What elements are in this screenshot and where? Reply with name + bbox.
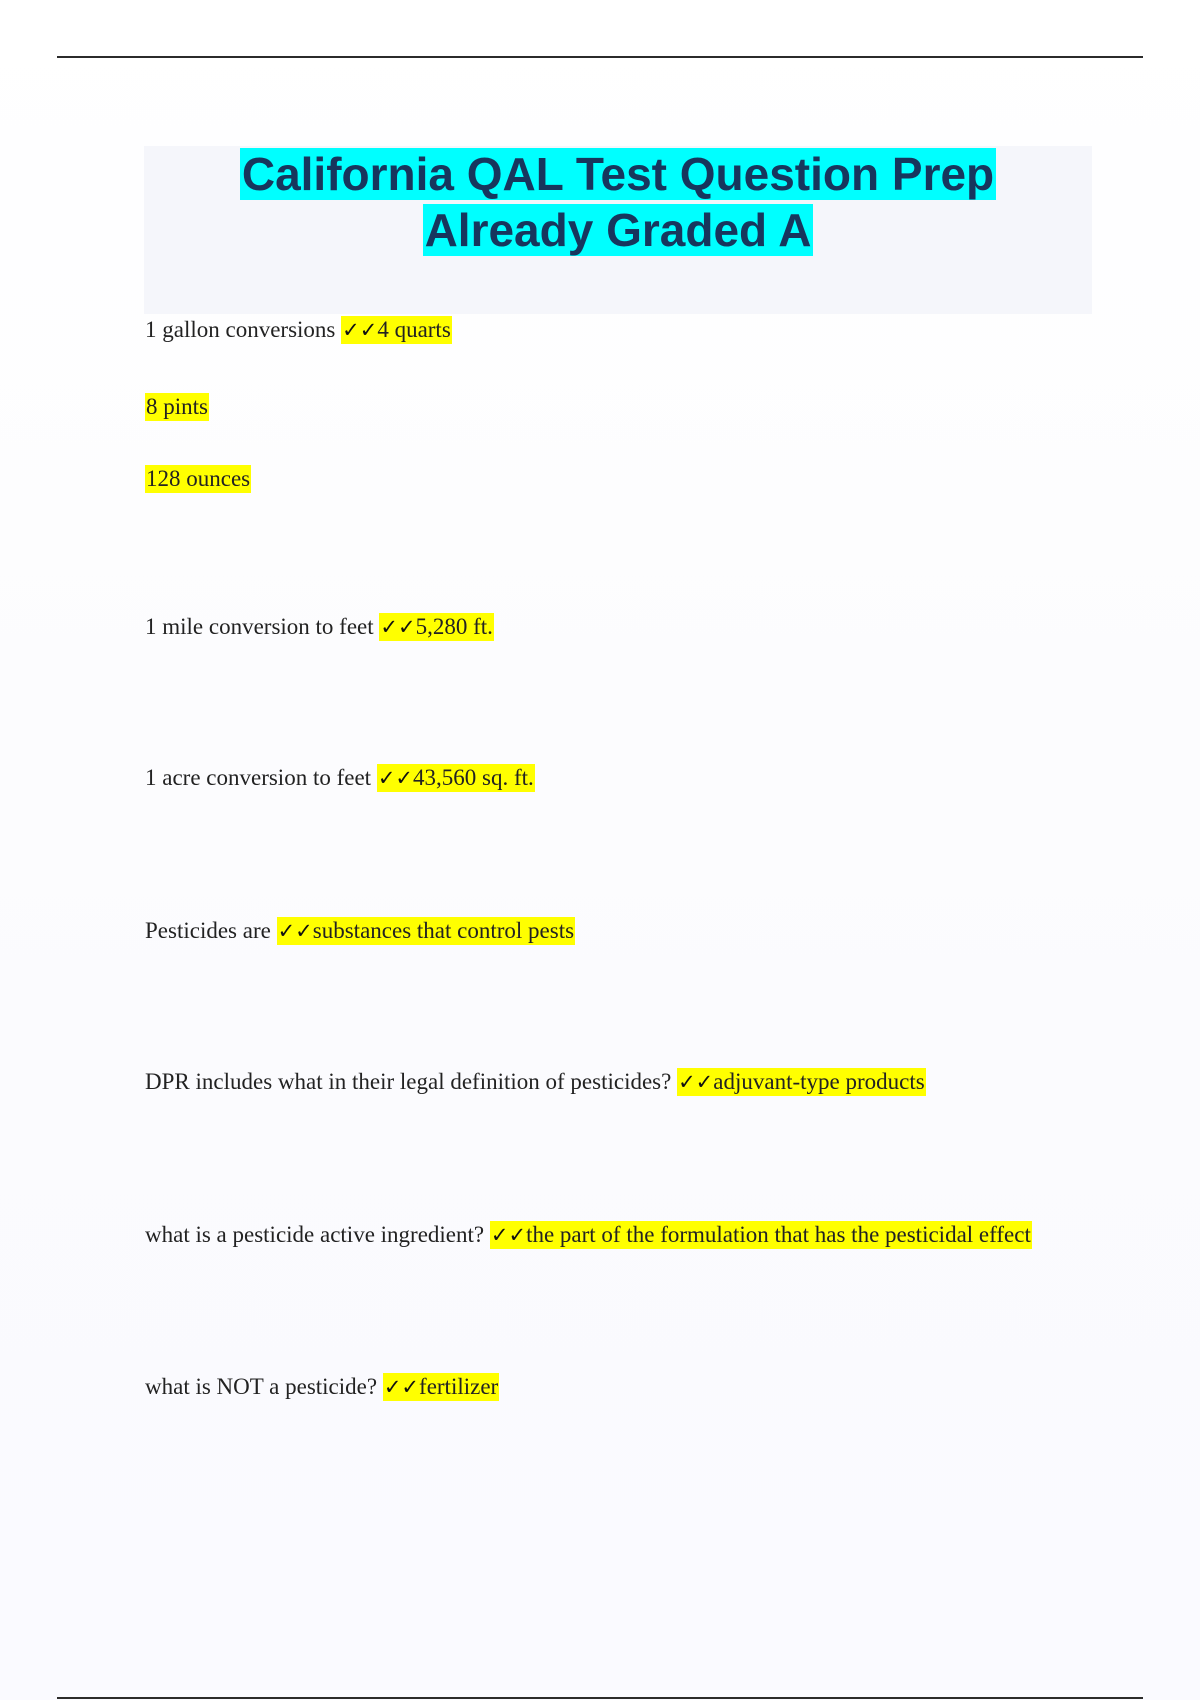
qa-item-dpr-definition [145, 1067, 926, 1097]
question-text: what is a pesticide active ingredient? [145, 1222, 490, 1247]
qa-item-gallon [145, 315, 452, 345]
check-icon: ✓✓ [342, 318, 378, 342]
answer-text: 128 ounces [146, 466, 251, 491]
answer-text: fertilizer [419, 1374, 499, 1399]
question-text: 1 acre conversion to feet [145, 765, 377, 790]
answer-text: 8 pints [146, 394, 208, 419]
top-rule [57, 56, 1143, 58]
qa-item-acre [145, 763, 535, 793]
title-line-2: Already Graded A [424, 204, 812, 256]
qa-item-active-ingredient [145, 1220, 1032, 1250]
answer-text: the part of the formulation that has the pesticidal effect [526, 1222, 1031, 1247]
answer-text: 4 quarts [377, 317, 451, 342]
question-text: 1 gallon conversions [145, 317, 342, 342]
check-icon: ✓✓ [377, 766, 414, 790]
document-title [144, 146, 1092, 258]
answer-highlight [379, 613, 494, 641]
bottom-rule [57, 1697, 1143, 1699]
answer-highlight [490, 1221, 1032, 1249]
qa-item-pesticides-are [145, 916, 575, 946]
question-text: what is NOT a pesticide? [145, 1374, 383, 1399]
answer-highlight [277, 917, 575, 945]
answer-highlight [377, 764, 535, 792]
question-text: DPR includes what in their legal definition of pesticides? [145, 1069, 678, 1094]
answer-text: 5,280 ft. [415, 614, 493, 639]
answer-text: adjuvant-type products [713, 1069, 925, 1094]
title-banner [144, 146, 1092, 314]
check-icon: ✓✓ [277, 919, 313, 943]
qa-item-not-pesticide [145, 1372, 499, 1402]
question-text: Pesticides are [145, 918, 277, 943]
qa-item-mile [145, 612, 494, 642]
qa-item-gallon-ounces [145, 464, 251, 494]
check-icon: ✓✓ [383, 1375, 420, 1399]
check-icon: ✓✓ [490, 1223, 527, 1247]
answer-highlight [341, 316, 452, 344]
qa-item-gallon-pints [145, 392, 209, 422]
title-line-1: California QAL Test Question Prep [241, 148, 995, 200]
check-icon: ✓✓ [380, 615, 416, 639]
answer-highlight [383, 1373, 499, 1401]
answer-highlight [677, 1068, 926, 1096]
check-icon: ✓✓ [678, 1070, 714, 1094]
answer-text: substances that control pests [312, 918, 575, 943]
answer-text: 43,560 sq. ft. [413, 765, 534, 790]
question-text: 1 mile conversion to feet [145, 614, 380, 639]
